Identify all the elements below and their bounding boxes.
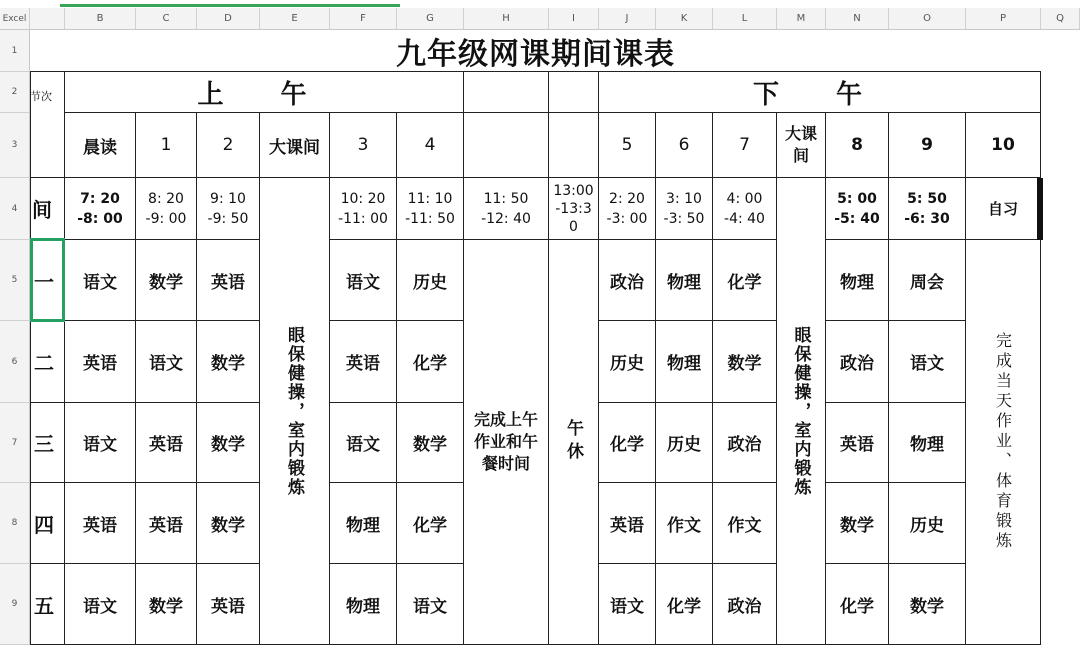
column-header-c[interactable]: C [136, 8, 197, 30]
time-period-7[interactable]: 4: 00 -4: 40 [713, 178, 777, 240]
column-header-n[interactable]: N [826, 8, 889, 30]
morning-header[interactable]: 上 午 [65, 72, 464, 113]
subject-cell[interactable]: 数学 [197, 321, 260, 403]
subject-cell[interactable]: 历史 [656, 403, 713, 483]
evening-cell[interactable] [966, 240, 1041, 645]
subject-cell[interactable]: 数学 [197, 483, 260, 564]
period-5[interactable]: 5 [599, 113, 656, 178]
subject-cell[interactable]: 政治 [713, 564, 777, 645]
cell-h2[interactable] [464, 72, 549, 113]
top-bar [0, 0, 1080, 8]
time-period-4[interactable]: 11: 10 -11: 50 [397, 178, 464, 240]
subject-cell[interactable]: 周会 [889, 240, 966, 321]
subject-cell[interactable]: 数学 [826, 483, 889, 564]
jieci-label[interactable]: 节次 [30, 72, 65, 113]
time-period-2[interactable]: 9: 10 -9: 50 [197, 178, 260, 240]
period-9[interactable]: 9 [889, 113, 966, 178]
subject-cell[interactable]: 英语 [330, 321, 397, 403]
column-header-f[interactable]: F [330, 8, 397, 30]
subject-cell[interactable]: 物理 [330, 564, 397, 645]
subject-cell[interactable]: 物理 [656, 240, 713, 321]
period-3[interactable]: 3 [330, 113, 397, 178]
subject-cell[interactable]: 数学 [397, 403, 464, 483]
period-4[interactable]: 4 [397, 113, 464, 178]
row-header-7[interactable]: 7 [0, 403, 30, 483]
subject-cell[interactable]: 英语 [197, 240, 260, 321]
weekday-label[interactable]: 一 [30, 240, 65, 321]
subject-cell[interactable]: 作文 [713, 483, 777, 564]
subject-cell[interactable]: 英语 [599, 483, 656, 564]
time-period-8[interactable]: 5: 00 -5: 40 [826, 178, 889, 240]
column-header-k[interactable]: K [656, 8, 713, 30]
cell-a3[interactable] [30, 113, 65, 178]
corner-app-tag: Excel [0, 8, 30, 30]
cell-h3[interactable] [464, 113, 549, 178]
subject-cell[interactable]: 政治 [826, 321, 889, 403]
row-header-8[interactable]: 8 [0, 483, 30, 564]
time-period-9[interactable]: 5: 50 -6: 30 [889, 178, 966, 240]
period-6[interactable]: 6 [656, 113, 713, 178]
time-morning-reading[interactable]: 7: 20 -8: 00 [65, 178, 136, 240]
column-header-o[interactable]: O [889, 8, 966, 30]
period-2[interactable]: 2 [197, 113, 260, 178]
subject-cell[interactable]: 历史 [889, 483, 966, 564]
row-header-6[interactable]: 6 [0, 321, 30, 403]
eye-exercise-morning-text: 眼保健操，室内锻炼 [284, 325, 304, 497]
column-header-b[interactable]: B [65, 8, 136, 30]
subject-cell[interactable]: 数学 [889, 564, 966, 645]
subject-cell[interactable]: 数学 [713, 321, 777, 403]
subject-cell[interactable]: 化学 [713, 240, 777, 321]
column-header-g[interactable]: G [397, 8, 464, 30]
time-period-1[interactable]: 8: 20 -9: 00 [136, 178, 197, 240]
subject-cell[interactable]: 英语 [136, 403, 197, 483]
subject-cell[interactable]: 语文 [136, 321, 197, 403]
column-header-j[interactable]: J [599, 8, 656, 30]
subject-cell[interactable]: 数学 [136, 240, 197, 321]
row-header-4[interactable]: 4 [0, 178, 30, 240]
progress-accent [60, 4, 400, 7]
lunch-work-cell[interactable]: 完成上午作业和午餐时间 [464, 240, 549, 645]
subject-cell[interactable]: 英语 [65, 483, 136, 564]
row-header-3[interactable]: 3 [0, 113, 30, 178]
subject-cell[interactable]: 作文 [656, 483, 713, 564]
subject-cell[interactable]: 物理 [889, 403, 966, 483]
time-period-10[interactable]: 自习 [966, 178, 1041, 240]
column-header-i[interactable]: I [549, 8, 599, 30]
column-header-a[interactable] [30, 8, 65, 30]
column-header-p[interactable]: P [966, 8, 1041, 30]
time-period-3[interactable]: 10: 20 -11: 00 [330, 178, 397, 240]
period-1[interactable]: 1 [136, 113, 197, 178]
subject-cell[interactable]: 政治 [713, 403, 777, 483]
period-7[interactable]: 7 [713, 113, 777, 178]
period-8[interactable]: 8 [826, 113, 889, 178]
nap-text: 午休 [563, 419, 583, 465]
subject-cell[interactable]: 语文 [65, 403, 136, 483]
time-lunch[interactable]: 11: 50 -12: 40 [464, 178, 549, 240]
subject-cell[interactable]: 语文 [889, 321, 966, 403]
subject-cell[interactable]: 物理 [656, 321, 713, 403]
column-header-q[interactable]: Q [1041, 8, 1080, 30]
period-break-morning[interactable]: 大课间 [260, 113, 330, 178]
row-header-1[interactable]: 1 [0, 30, 30, 72]
subject-cell[interactable]: 化学 [397, 483, 464, 564]
subject-cell[interactable]: 语文 [397, 564, 464, 645]
cell-i2[interactable] [549, 72, 599, 113]
subject-cell[interactable]: 历史 [599, 321, 656, 403]
column-header-l[interactable]: L [713, 8, 777, 30]
subject-cell[interactable]: 化学 [656, 564, 713, 645]
subject-cell[interactable]: 数学 [136, 564, 197, 645]
eye-exercise-afternoon[interactable] [777, 178, 826, 645]
column-resize-marker [1037, 178, 1043, 240]
subject-cell[interactable]: 化学 [599, 403, 656, 483]
period-10[interactable]: 10 [966, 113, 1041, 178]
weekday-label[interactable]: 三 [30, 403, 65, 483]
row-header-2[interactable]: 2 [0, 72, 30, 113]
subject-cell[interactable]: 化学 [826, 564, 889, 645]
subject-cell[interactable]: 语文 [330, 240, 397, 321]
weekday-label[interactable]: 四 [30, 483, 65, 564]
column-header-d[interactable]: D [197, 8, 260, 30]
row-header-5[interactable]: 5 [0, 240, 30, 321]
afternoon-header[interactable]: 下 午 [599, 72, 1041, 113]
subject-cell[interactable]: 历史 [397, 240, 464, 321]
row-header-9[interactable]: 9 [0, 564, 30, 645]
weekday-label[interactable]: 二 [30, 321, 65, 403]
subject-cell[interactable]: 物理 [330, 483, 397, 564]
subject-cell[interactable]: 政治 [599, 240, 656, 321]
column-header-m[interactable]: M [777, 8, 826, 30]
subject-cell[interactable]: 语文 [599, 564, 656, 645]
column-header-h[interactable]: H [464, 8, 549, 30]
sheet-title[interactable]: 九年级网课期间课表 [30, 30, 1041, 72]
evening-text: 完成当天作业、体育锻炼 [993, 332, 1013, 552]
subject-cell[interactable]: 英语 [826, 403, 889, 483]
eye-exercise-afternoon-text: 眼保健操，室内锻炼 [790, 325, 811, 497]
subject-cell[interactable]: 语文 [65, 564, 136, 645]
weekday-label[interactable]: 五 [30, 564, 65, 645]
eye-exercise-morning[interactable] [260, 178, 330, 645]
subject-cell[interactable]: 数学 [197, 403, 260, 483]
period-break-afternoon[interactable]: 大课间 [777, 113, 826, 178]
subject-cell[interactable]: 化学 [397, 321, 464, 403]
time-nap[interactable]: 13:00 -13:3 0 [549, 178, 599, 240]
time-period-6[interactable]: 3: 10 -3: 50 [656, 178, 713, 240]
nap-cell[interactable] [549, 240, 599, 645]
subject-cell[interactable]: 物理 [826, 240, 889, 321]
subject-cell[interactable]: 语文 [330, 403, 397, 483]
cell-i3[interactable] [549, 113, 599, 178]
column-header-e[interactable]: E [260, 8, 330, 30]
subject-cell[interactable]: 语文 [65, 240, 136, 321]
time-label[interactable]: 间 [30, 178, 65, 240]
subject-cell[interactable]: 英语 [197, 564, 260, 645]
period-morning-reading[interactable]: 晨读 [65, 113, 136, 178]
subject-cell[interactable]: 英语 [65, 321, 136, 403]
time-period-5[interactable]: 2: 20 -3: 00 [599, 178, 656, 240]
subject-cell[interactable]: 英语 [136, 483, 197, 564]
